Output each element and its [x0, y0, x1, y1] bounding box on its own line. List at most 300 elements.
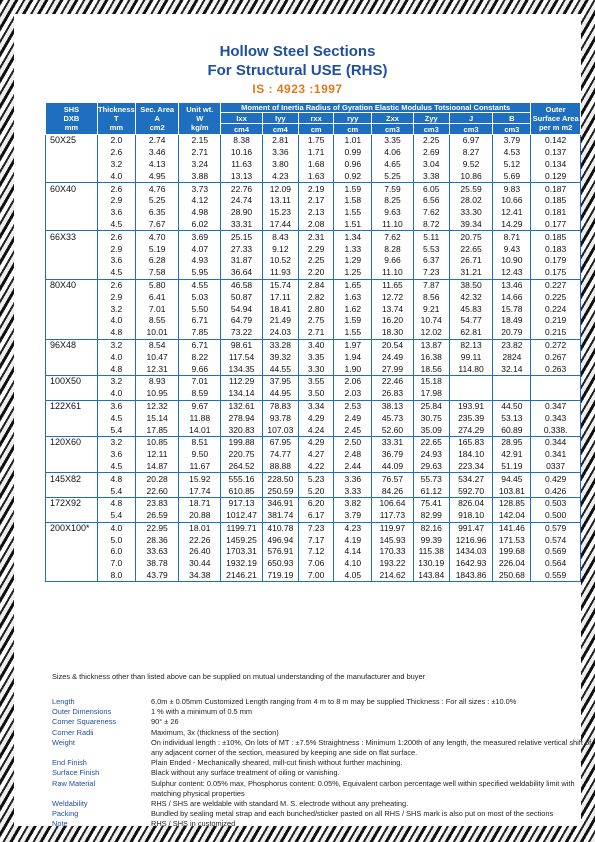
table-cell: 0.426 — [531, 485, 581, 497]
size-cell — [46, 510, 98, 522]
table-cell: 62.81 — [449, 327, 493, 339]
spec-row — [52, 738, 595, 758]
table-cell — [531, 388, 581, 400]
table-cell: 3.46 — [135, 147, 179, 159]
table-cell: 76.57 — [372, 473, 414, 485]
table-cell: 9.83 — [493, 183, 531, 195]
table-cell: 11.63 — [221, 159, 263, 171]
table-cell: 14.87 — [135, 461, 179, 473]
table-row — [46, 522, 581, 534]
table-cell: 26.83 — [372, 388, 414, 400]
table-cell: 226.04 — [493, 558, 531, 570]
table-cell: 1.01 — [334, 135, 372, 147]
table-cell: 534.27 — [449, 473, 493, 485]
table-cell: 2.71 — [179, 147, 221, 159]
table-cell: 52.60 — [372, 424, 414, 436]
table-cell: 24.93 — [413, 449, 449, 461]
table-cell: 44.55 — [262, 363, 298, 375]
spec-label: Length — [52, 697, 75, 706]
size-cell — [46, 207, 98, 219]
table-cell: 496.94 — [262, 534, 298, 546]
size-cell — [46, 219, 98, 231]
table-cell: 7.00 — [298, 570, 334, 582]
table-cell: 13.13 — [221, 170, 263, 182]
table-cell: 36.64 — [221, 267, 263, 279]
unit-b: cm3 — [493, 124, 531, 135]
table-cell: 27.99 — [372, 363, 414, 375]
table-cell: 11.65 — [372, 279, 414, 291]
table-cell: 0.347 — [531, 400, 581, 412]
spec-label: Corner Radii — [52, 727, 94, 737]
table-cell: 3.30 — [298, 363, 334, 375]
table-cell: 4.29 — [298, 436, 334, 448]
table-cell: 5.03 — [179, 291, 221, 303]
table-cell: 6.71 — [179, 339, 221, 351]
table-cell: 0.341 — [531, 449, 581, 461]
table-row — [46, 207, 581, 219]
table-cell: 38.78 — [135, 558, 179, 570]
table-cell: 22.65 — [449, 243, 493, 255]
table-cell: 12.31 — [135, 363, 179, 375]
table-cell: 0.338. — [531, 424, 581, 436]
table-cell: 13.11 — [262, 195, 298, 207]
table-cell: 10.74 — [413, 315, 449, 327]
table-cell: 220.75 — [221, 449, 263, 461]
table-cell: 274.29 — [449, 424, 493, 436]
table-cell: 10.86 — [449, 170, 493, 182]
table-row — [46, 219, 581, 231]
table-cell: 14.66 — [493, 291, 531, 303]
table-cell: 143.84 — [413, 570, 449, 582]
table-cell: 42.91 — [493, 449, 531, 461]
table-cell: 6.56 — [413, 195, 449, 207]
table-row — [46, 449, 581, 461]
table-cell: 3.38 — [413, 170, 449, 182]
spec-value: Black without any surface treatment of oiling or vanishing. — [151, 768, 340, 778]
table-cell: 20.54 — [372, 339, 414, 351]
table-cell: 9.12 — [262, 243, 298, 255]
table-cell: 4.8 — [97, 497, 135, 509]
table-cell: 4.95 — [135, 170, 179, 182]
table-cell: 107.03 — [262, 424, 298, 436]
table-cell: 28.90 — [221, 207, 263, 219]
table-cell: 10.85 — [135, 436, 179, 448]
table-cell: 2.6 — [97, 231, 135, 243]
table-cell — [531, 375, 581, 387]
table-cell: 250.59 — [262, 485, 298, 497]
table-cell: 1.62 — [334, 303, 372, 315]
table-cell: 6.35 — [135, 207, 179, 219]
table-cell: 55.73 — [413, 473, 449, 485]
table-cell: 44.95 — [262, 388, 298, 400]
table-cell: 14.01 — [179, 424, 221, 436]
table-cell: 2.9 — [97, 243, 135, 255]
table-cell: 117.73 — [372, 510, 414, 522]
unit-ixx: cm4 — [221, 124, 263, 135]
table-cell: 7.85 — [179, 327, 221, 339]
table-cell: 4.76 — [135, 183, 179, 195]
table-cell: 27.33 — [221, 243, 263, 255]
table-cell: 1.94 — [334, 351, 372, 363]
table-row — [46, 473, 581, 485]
table-cell: 0.272 — [531, 339, 581, 351]
table-cell: 82.99 — [413, 510, 449, 522]
table-cell: 3.2 — [97, 159, 135, 171]
table-cell: 61.12 — [413, 485, 449, 497]
table-cell: 7.87 — [413, 279, 449, 291]
table-cell: 13.87 — [413, 339, 449, 351]
spec-label: Packing — [52, 809, 79, 819]
unit-zyy: cm3 — [413, 124, 449, 135]
table-cell: 4.06 — [372, 147, 414, 159]
table-cell: 18.01 — [179, 522, 221, 534]
table-cell: 228.50 — [262, 473, 298, 485]
table-cell: 82.13 — [449, 339, 493, 351]
table-cell: 0337 — [531, 461, 581, 473]
table-cell: 2.81 — [262, 135, 298, 147]
table-cell: 719.19 — [262, 570, 298, 582]
spec-value: Bundled by sealing metal strap and each bunched/sticker pasted on all RHS / SHS mark is also put on most of the sections — [151, 809, 554, 819]
unit-zxx: cm3 — [372, 124, 414, 135]
table-cell: 917.13 — [221, 497, 263, 509]
table-cell: 2.75 — [298, 315, 334, 327]
table-cell: 12.09 — [262, 183, 298, 195]
table-cell: 1.29 — [334, 255, 372, 267]
table-cell: 50.87 — [221, 291, 263, 303]
table-cell: 44.09 — [372, 461, 414, 473]
table-cell: 4.8 — [97, 473, 135, 485]
table-cell: 17.85 — [135, 424, 179, 436]
table-row — [46, 231, 581, 243]
table-cell: 22.65 — [413, 436, 449, 448]
table-cell: 2.13 — [298, 207, 334, 219]
table-cell: 3.36 — [334, 473, 372, 485]
table-cell: 0.429 — [531, 473, 581, 485]
table-cell: 4.65 — [372, 159, 414, 171]
table-cell: 115.38 — [413, 546, 449, 558]
table-cell: 128.85 — [493, 497, 531, 509]
table-cell: 5.95 — [179, 267, 221, 279]
size-cell — [46, 351, 98, 363]
table-cell: 22.76 — [221, 183, 263, 195]
unit-rxx: cm — [298, 124, 334, 135]
table-cell: 1216.96 — [449, 534, 493, 546]
table-cell: 5.11 — [413, 231, 449, 243]
table-cell: 88.88 — [262, 461, 298, 473]
table-cell: 2.15 — [179, 135, 221, 147]
table-cell: 94.45 — [493, 473, 531, 485]
table-cell: 10.66 — [493, 195, 531, 207]
size-cell — [46, 546, 98, 558]
table-cell: 26.59 — [135, 510, 179, 522]
table-cell: 54.77 — [449, 315, 493, 327]
header-j: J — [449, 113, 493, 124]
table-cell: 5.4 — [97, 485, 135, 497]
table-cell: 6.17 — [298, 510, 334, 522]
table-cell: 5.4 — [97, 510, 135, 522]
table-cell: 8.25 — [372, 195, 414, 207]
table-cell: 142.04 — [493, 510, 531, 522]
table-cell: 4.5 — [97, 461, 135, 473]
table-cell: 7.58 — [135, 267, 179, 279]
table-row — [46, 159, 581, 171]
table-cell: 0.181 — [531, 207, 581, 219]
table-cell: 1012.47 — [221, 510, 263, 522]
table-cell: 5.12 — [493, 159, 531, 171]
table-cell: 199.68 — [493, 546, 531, 558]
table-cell: 3.2 — [97, 436, 135, 448]
table-cell: 918.10 — [449, 510, 493, 522]
table-cell: 36.79 — [372, 449, 414, 461]
table-cell: 18.71 — [179, 497, 221, 509]
table-cell: 34.38 — [179, 570, 221, 582]
table-cell: 0.344 — [531, 436, 581, 448]
table-cell: 10.01 — [135, 327, 179, 339]
table-cell: 0.142 — [531, 135, 581, 147]
table-cell: 6.0 — [97, 546, 135, 558]
table-cell: 199.88 — [221, 436, 263, 448]
table-cell: 0.215 — [531, 327, 581, 339]
header-thickness: Thickness T mm — [97, 103, 135, 135]
table-cell: 26.71 — [449, 255, 493, 267]
table-cell: 13.46 — [493, 279, 531, 291]
size-cell — [46, 424, 98, 436]
table-cell: 165.83 — [449, 436, 493, 448]
table-cell: 3.04 — [413, 159, 449, 171]
table-cell: 21.49 — [262, 315, 298, 327]
table-cell — [493, 388, 531, 400]
table-cell: 23.83 — [135, 497, 179, 509]
table-cell: 82.16 — [413, 522, 449, 534]
table-cell: 1.33 — [334, 243, 372, 255]
table-cell: 235.39 — [449, 412, 493, 424]
table-cell: 15.92 — [179, 473, 221, 485]
table-cell: 6.05 — [413, 183, 449, 195]
table-cell: 5.50 — [179, 303, 221, 315]
table-cell: 2.9 — [97, 195, 135, 207]
table-cell: 9.66 — [372, 255, 414, 267]
table-row — [46, 497, 581, 509]
table-cell: 1.75 — [298, 135, 334, 147]
table-cell: 2.20 — [298, 267, 334, 279]
table-cell: 18.30 — [372, 327, 414, 339]
table-cell: 32.14 — [493, 363, 531, 375]
table-cell: 22.95 — [135, 522, 179, 534]
table-cell: 6.20 — [298, 497, 334, 509]
header-zyy: Zyy — [413, 113, 449, 124]
unit-j: cm3 — [449, 124, 493, 135]
table-cell: 6.97 — [449, 135, 493, 147]
table-cell: 2.53 — [334, 400, 372, 412]
spec-label: Surface Finish — [52, 768, 100, 778]
table-cell: 117.54 — [221, 351, 263, 363]
document-page — [14, 14, 592, 829]
size-cell: 96X48 — [46, 339, 98, 351]
table-cell: 0.99 — [334, 147, 372, 159]
table-cell: 74.77 — [262, 449, 298, 461]
page-subtitle: For Structural USE (RHS) — [207, 62, 388, 79]
table-cell: 1199.71 — [221, 522, 263, 534]
table-cell: 16.20 — [372, 315, 414, 327]
table-cell: 0.185 — [531, 231, 581, 243]
spec-row — [52, 819, 595, 829]
spec-label: End Finish — [52, 758, 87, 768]
table-cell: 381.74 — [262, 510, 298, 522]
table-cell: 2146.21 — [221, 570, 263, 582]
table-cell: 4.22 — [298, 461, 334, 473]
table-cell: 0.92 — [334, 170, 372, 182]
table-cell: 26.40 — [179, 546, 221, 558]
table-row — [46, 363, 581, 375]
table-cell: 5.53 — [413, 243, 449, 255]
size-cell — [46, 147, 98, 159]
size-cell: 100X50 — [46, 375, 98, 387]
table-row — [46, 351, 581, 363]
spec-row — [52, 697, 595, 707]
header-iyy: Iyy — [262, 113, 298, 124]
table-cell — [449, 388, 493, 400]
table-cell: 1.59 — [334, 183, 372, 195]
table-cell: 410.78 — [262, 522, 298, 534]
table-cell: 3.36 — [262, 147, 298, 159]
table-cell: 10.90 — [493, 255, 531, 267]
size-cell — [46, 159, 98, 171]
table-cell: 53.13 — [493, 412, 531, 424]
table-row — [46, 375, 581, 387]
table-cell: 7.06 — [298, 558, 334, 570]
table-cell: 7.59 — [372, 183, 414, 195]
table-cell: 60.89 — [493, 424, 531, 436]
table-cell: 4.98 — [179, 207, 221, 219]
table-cell: 650.93 — [262, 558, 298, 570]
table-cell: 2.06 — [334, 375, 372, 387]
table-cell — [493, 375, 531, 387]
size-cell — [46, 243, 98, 255]
spec-value: RHS / SHS in customized — [151, 819, 236, 829]
table-row — [46, 183, 581, 195]
table-cell: 3.50 — [298, 388, 334, 400]
header-area: Sec. Area A cm2 — [135, 103, 179, 135]
table-cell: 4.14 — [334, 546, 372, 558]
table-cell: 3.6 — [97, 207, 135, 219]
table-row — [46, 291, 581, 303]
table-cell: 67.95 — [262, 436, 298, 448]
section-properties-table — [45, 102, 581, 582]
spec-label: Outer Dimensions — [52, 707, 112, 717]
table-cell: 3.69 — [179, 231, 221, 243]
table-cell: 7.23 — [413, 267, 449, 279]
table-cell: 2.25 — [298, 255, 334, 267]
table-cell: 54.94 — [221, 303, 263, 315]
table-cell: 1703.31 — [221, 546, 263, 558]
table-cell: 114.80 — [449, 363, 493, 375]
table-cell: 1.55 — [334, 207, 372, 219]
table-cell: 0.185 — [531, 195, 581, 207]
spec-value: 6.0m ± 0.05mm Customized Length ranging from 4 m to 8 m may be supplied Thickness : For all sizes : ±10.0% — [151, 697, 517, 706]
size-cell — [46, 327, 98, 339]
table-cell: 1.63 — [298, 170, 334, 182]
table-cell: 45.73 — [372, 412, 414, 424]
table-cell: 3.2 — [97, 375, 135, 387]
table-cell: 11.10 — [372, 267, 414, 279]
table-cell: 18.56 — [413, 363, 449, 375]
table-cell: 8.59 — [179, 388, 221, 400]
table-cell: 6.41 — [135, 291, 179, 303]
table-row — [46, 424, 581, 436]
table-cell: 3.6 — [97, 449, 135, 461]
spec-value: Plain Ended - Mechanically sheared, mill-cut finish without further machining. — [151, 758, 403, 768]
table-cell: 11.67 — [179, 461, 221, 473]
table-cell: 2.6 — [97, 279, 135, 291]
table-cell: 0.183 — [531, 243, 581, 255]
table-cell: 9.43 — [493, 243, 531, 255]
table-row — [46, 327, 581, 339]
table-cell: 22.46 — [372, 375, 414, 387]
table-cell: 28.95 — [493, 436, 531, 448]
table-cell: 2.31 — [298, 231, 334, 243]
table-cell: 0.175 — [531, 267, 581, 279]
table-cell: 4.05 — [334, 570, 372, 582]
table-cell: 555.16 — [221, 473, 263, 485]
table-cell: 0.134 — [531, 159, 581, 171]
table-cell: 20.79 — [493, 327, 531, 339]
table-row — [46, 315, 581, 327]
table-cell: 1.68 — [298, 159, 334, 171]
table-cell: 4.23 — [262, 170, 298, 182]
table-cell: 8.51 — [179, 436, 221, 448]
table-cell: 3.80 — [262, 159, 298, 171]
table-cell: 1.90 — [334, 363, 372, 375]
table-cell: 3.82 — [334, 497, 372, 509]
table-cell: 2.82 — [298, 291, 334, 303]
unit-iyy: cm4 — [262, 124, 298, 135]
table-cell: 8.54 — [135, 339, 179, 351]
table-row — [46, 510, 581, 522]
table-cell: 2.44 — [334, 461, 372, 473]
table-cell: 2.6 — [97, 183, 135, 195]
table-row — [46, 279, 581, 291]
table-row — [46, 436, 581, 448]
table-cell: 18.41 — [262, 303, 298, 315]
table-cell: 2.74 — [135, 135, 179, 147]
table-cell: 5.19 — [135, 243, 179, 255]
spec-row — [52, 707, 595, 717]
table-cell: 22.26 — [179, 534, 221, 546]
table-row — [46, 255, 581, 267]
table-cell: 30.44 — [179, 558, 221, 570]
table-cell: 7.12 — [298, 546, 334, 558]
table-cell: 134.35 — [221, 363, 263, 375]
table-cell: 14.29 — [493, 219, 531, 231]
table-row — [46, 147, 581, 159]
table-cell: 1843.86 — [449, 570, 493, 582]
table-cell: 184.10 — [449, 449, 493, 461]
table-cell: 4.0 — [97, 351, 135, 363]
table-cell: 0.579 — [531, 522, 581, 534]
unit-ryy: cm — [334, 124, 372, 135]
table-cell: 0.129 — [531, 170, 581, 182]
table-cell: 15.78 — [493, 303, 531, 315]
table-cell: 0.227 — [531, 279, 581, 291]
size-cell: 172X92 — [46, 497, 98, 509]
table-cell: 5.25 — [372, 170, 414, 182]
table-cell: 4.93 — [179, 255, 221, 267]
table-cell: 3.6 — [97, 400, 135, 412]
table-cell: 4.0 — [97, 315, 135, 327]
table-cell: 132.61 — [221, 400, 263, 412]
spec-row — [52, 799, 595, 809]
table-cell: 1.63 — [334, 291, 372, 303]
